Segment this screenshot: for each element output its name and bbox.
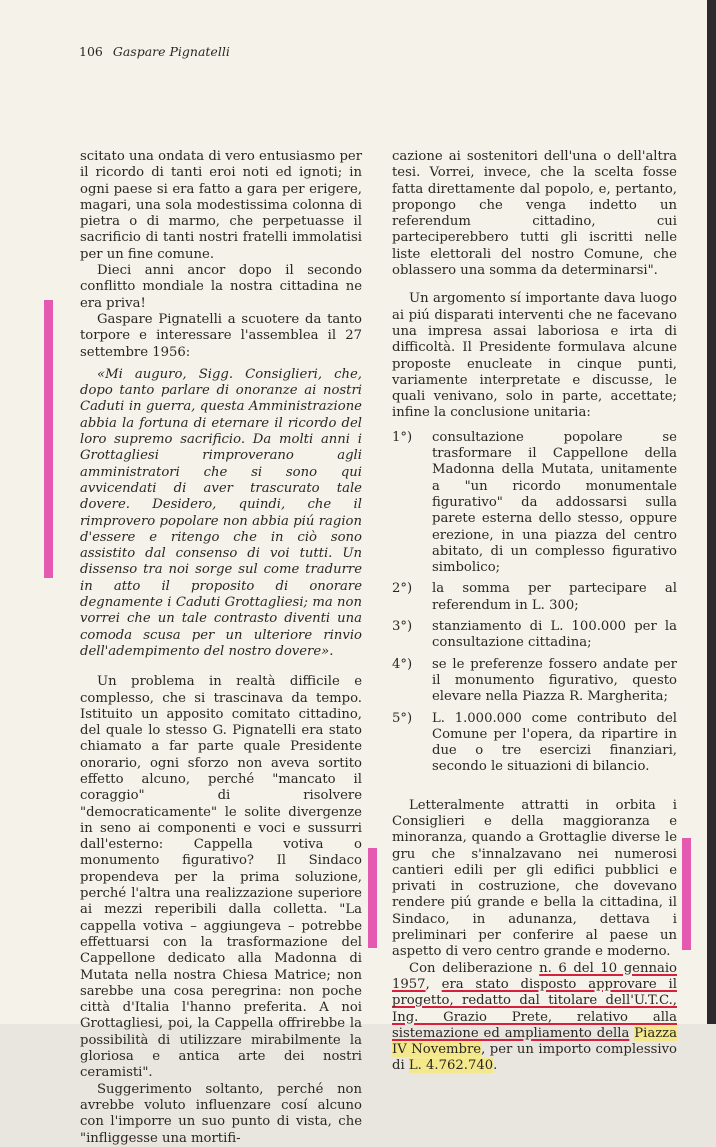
list-text: se le preferenze fossero andate per il monumento figurativo, questo elevare nella Piazza R. Margherita;	[432, 656, 677, 705]
list-item	[392, 581, 677, 614]
list-number: 3°)	[392, 619, 413, 635]
list-number: 2°)	[392, 581, 413, 597]
text-run: ,	[425, 976, 442, 992]
proposal-list	[392, 430, 677, 776]
list-text: la somma per partecipare al referendum in L. 300;	[432, 581, 677, 613]
margin-marker-left	[44, 300, 53, 578]
paragraph: cazione ai sostenitori dell'una o dell'altra tesi. Vorrei, invece, che la scelta fosse fatta direttamente dal popolo, e, pertanto, propongo che venga indetto un referendum cittadino, cui parteciperebbero tutti gli iscritti nelle liste elettorali del nostro Comune, che oblassero una somma da determinarsi".	[392, 149, 677, 279]
running-header	[79, 44, 230, 59]
underlined-deliberation-number: n. 6 del 10 gennaio 1957	[392, 960, 677, 992]
page-number: 106	[79, 44, 103, 59]
right-column	[392, 149, 677, 1075]
paragraph: Un argomento sí importante dava luogo ai piú disparati interventi che ne facevano una impresa assai laboriosa e irta di difficoltà. Il Presidente formulava alcune proposte enucleate in cinque punti, variamente interpretate e discusse, le quali venivano, solo in parte, accettate; infine la conclusione unitaria:	[392, 291, 677, 421]
paragraph: Suggerimento soltanto, perché non avrebbe voluto influenzare cosí alcuno con l'imporre un suo punto di vista, che "infliggesse una mortifi-	[80, 1081, 362, 1146]
list-number: 1°)	[392, 429, 413, 445]
list-number: 5°)	[392, 710, 413, 726]
quotation: «Mi auguro, Sigg. Consiglieri, che, dopo tanto parlare di onoranze ai nostri Caduti in guerra, questa Amministrazione abbia la fortuna di eternare il ricordo del loro supremo sacrificio. Da molti anni i Grottagliesi rimproverano agli amministratori che si sono qui avvicendati di aver trascurato tale dovere. Desidero, quindi, che il rimprovero popolare non abbia piú ragion d'essere e ritengo che in ciò sono assistito dal consenso di voi tutti. Un dissenso tra noi sorge sul come tradurre in atto il proposito di onorare degnamente i Caduti Grottagliesi; ma non vorrei che un tale contrasto diventi una comoda scusa per un ulteriore rinvio dell'adempimento del nostro dovere».	[80, 366, 362, 659]
running-title: Gaspare Pignatelli	[112, 44, 230, 59]
list-text: L. 1.000.000 come contributo del Comune per l'opera, da ripartire in due o tre esercizi finanziari, secondo le situazioni di bilancio.	[432, 710, 677, 775]
list-item	[392, 711, 677, 776]
highlighted-piazza: Piazza IV Novembre	[392, 1025, 677, 1058]
list-item	[392, 657, 677, 706]
paragraph: Gaspare Pignatelli a scuotere da tanto torpore e interessare l'assemblea il 27 settembre 1956:	[80, 311, 362, 360]
list-number: 4°)	[392, 656, 413, 672]
list-text: stanziamento di L. 100.000 per la consultazione cittadina;	[432, 619, 677, 651]
list-item	[392, 430, 677, 577]
list-text: consultazione popolare se trasformare il Cappellone della Madonna della Mutata, unitamente a "un ricordo monumentale figurativo" da addossarsi sulla parete esterna dello stesso, oppure erezione, in una piazza del centro abitato, di un complesso figurativo simbolico;	[432, 429, 677, 576]
page-edge	[707, 0, 716, 1024]
list-item	[392, 619, 677, 652]
left-column	[80, 149, 362, 1147]
paragraph: Letteralmente attratti in orbita i Consiglieri e della maggioranza e minoranza, quando a Grottaglie diverse le gru che s'innalzavano nei numerosi cantieri edili per gli edifici pubblici e privati in costruzione, che dovevano rendere piú grande e bella la cittadina, il Sindaco, in adunanza, dettava i preliminari per conferire al paese un aspetto di vero centro grande e moderno.	[392, 797, 677, 960]
paragraph: Un problema in realtà difficile e complesso, che si trascinava da tempo. Istituito un apposito comitato cittadino, del quale lo stesso G. Pignatelli era stato chiamato a far parte quale Presidente onorario, ogni sforzo non aveva sortito effetto alcuno, perché "mancato il coraggio" di risolvere "democraticamente" le solite divergenze in seno ai componenti e voci e sussurri dall'esterno: Cappella votiva o monumento figurativo? Il Sindaco propendeva per la prima soluzione, perché l'altra una realizzazione superiore ai mezzi reperibili dalla colletta. "La cappella votiva – aggiungeva – potrebbe effettuarsi con la trasformazione del Cappellone dedicato alla Madonna di Mutata nella nostra Chiesa Matrice; non sarebbe una cosa peregrina: non poche città d'Italia l'hanno preferita. A noi Grottagliesi, poi, la Cappella offrirebbe la possibilità di utilizzare mirabilmente la gloriosa e antica arte dei nostri ceramisti".	[80, 674, 362, 1081]
text-run: Con deliberazione	[409, 960, 540, 976]
highlighted-amount: L. 4.762.740	[408, 1058, 494, 1074]
margin-marker-right	[682, 838, 691, 950]
text-run: .	[493, 1058, 498, 1074]
underlined-project-text: era stato disposto approvare il progetto, redatto dal titolare dell'U.T.C., Ing. Grazio Prete, relativo alla sistemazione ed ampliamento della	[392, 976, 677, 1041]
highlighted-paragraph	[392, 961, 677, 1075]
paragraph: Dieci anni ancor dopo il secondo conflitto mondiale la nostra cittadina ne era priva!	[80, 263, 362, 311]
text-run: , per un importo complessivo di	[392, 1042, 677, 1074]
paragraph: scitato una ondata di vero entusiasmo per il ricordo di tanti eroi noti ed ignoti; in ogni paese si era fatto a gara per erigere, magari, una sola modestissima colonna di pietra o di marmo, che perpetuasse il sacrificio di tanti nostri fratelli immolatisi per un fine comune.	[80, 149, 362, 262]
margin-marker-mid	[368, 848, 377, 948]
